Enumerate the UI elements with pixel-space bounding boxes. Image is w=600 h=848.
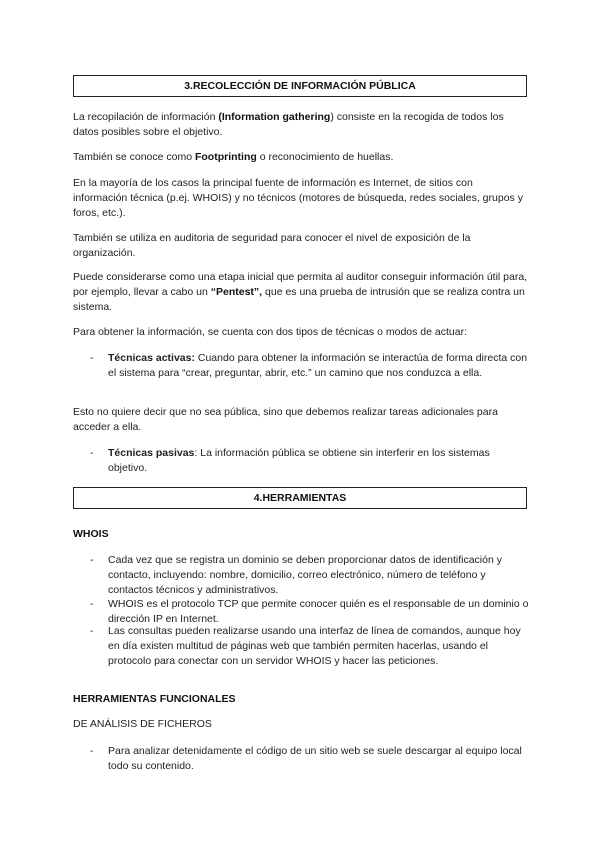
functional-tools-heading: HERRAMIENTAS FUNCIONALES: [73, 693, 236, 705]
paragraph-techniques-intro: Para obtener la información, se cuenta con dos tipos de técnicas o modos de actuar:: [73, 326, 467, 338]
file-analysis-subheading: DE ANÁLISIS DE FICHEROS: [73, 718, 212, 730]
paragraph-sources: En la mayoría de los casos la principal fuente de información es Internet, de sitios con información técnica (p.ej. WHOIS) y no técnicos (motores de búsqueda, redes sociales, grupos y foros, etc.).: [73, 177, 523, 219]
section-3-title-box: [73, 75, 527, 97]
paragraph-information-gathering: La recopilación de información (Information gathering) consiste en la recogida de todos los datos posibles sobre el objetivo.: [73, 111, 504, 138]
active-techniques-label: Técnicas activas:: [108, 352, 195, 364]
section-4-title-box: [73, 487, 527, 509]
section-4-title: 4.HERRAMIENTAS: [253, 492, 347, 504]
paragraph-audit: También se utiliza en auditoria de seguridad para conocer el nivel de exposición de la organización.: [73, 232, 471, 259]
paragraph-pentest: Puede considerarse como una etapa inicial que permita al auditor conseguir información útil para, por ejemplo, llevar a cabo un “Pentest”, que es una prueba de intrusión que se realiza contra un sistema.: [73, 271, 528, 313]
whois-heading: WHOIS: [73, 528, 109, 540]
paragraph-footprinting: También se conoce como Footprinting o reconocimiento de huellas.: [73, 151, 394, 163]
passive-techniques-label: Técnicas pasivas: [108, 447, 195, 459]
bullet-mark: -: [90, 447, 94, 459]
section-3-title: 3.RECOLECCIÓN DE INFORMACIÓN PÚBLICA: [184, 80, 416, 92]
paragraph-not-public: Esto no quiere decir que no sea pública, sino que debemos realizar tareas adicionales para acceder a ella.: [73, 406, 498, 433]
document-page: 3.RECOLECCIÓN DE INFORMACIÓN PÚBLICA La recopilación de información (Information gathering) consiste en la recogida de todos los datos posibles sobre el objetivo. También se conoce como Footprinting o reconocimiento de huellas. En la mayoría de los casos la principal fuente de información es Internet, de sitios con información técnica (p.ej. WHOIS) y no técnicos (motores de búsqueda, redes sociales, grupos y foros, etc.). También se utiliza en auditoria de seguridad para conocer el nivel de exposición de la organización. Puede considerarse como una etapa inicial que permita al auditor conseguir información útil para, por ejemplo, llevar a cabo un “Pentest”, que es una prueba de intrusión que se realiza contra un sistema. Para obtener la información, se cuenta con dos tipos de técnicas o modos de actuar: - Técnicas activas: Cuando para obtener la información se interactúa de forma directa con el sistema para “crear, preguntar, abrir, etc.” un camino que nos conduzca a ella. Esto no quiere decir que no sea pública, sino que debemos realizar tareas adicionales para acceder a ella. - Técnicas pasivas: La información pública se obtiene sin interferir en los sistemas objetivo. 4.HERRAMIENTAS WHOIS - Cada vez que se registra un dominio se deben proporcionar datos de identificación y contacto, incluyendo: nombre, domicilio, correo electrónico, número de teléfono y contactos técnicos y administrativos. - WHOIS es el protocolo TCP que permite conocer quién es el responsable de un dominio o dirección IP en Internet. - Las consultas pueden realizarse usando una interfaz de línea de comandos, aunque hoy en día existen multitud de páginas web que también permiten hacerlas, usando el protocolo para conectar con un servidor WHOIS y hacer las peticiones. HERRAMIENTAS FUNCIONALES DE ANÁLISIS DE FICHEROS - Para analizar detenidamente el código de un sitio web se suele descargar al equipo local todo su contenido.: [0, 0, 600, 848]
bullet-mark: -: [90, 352, 94, 364]
